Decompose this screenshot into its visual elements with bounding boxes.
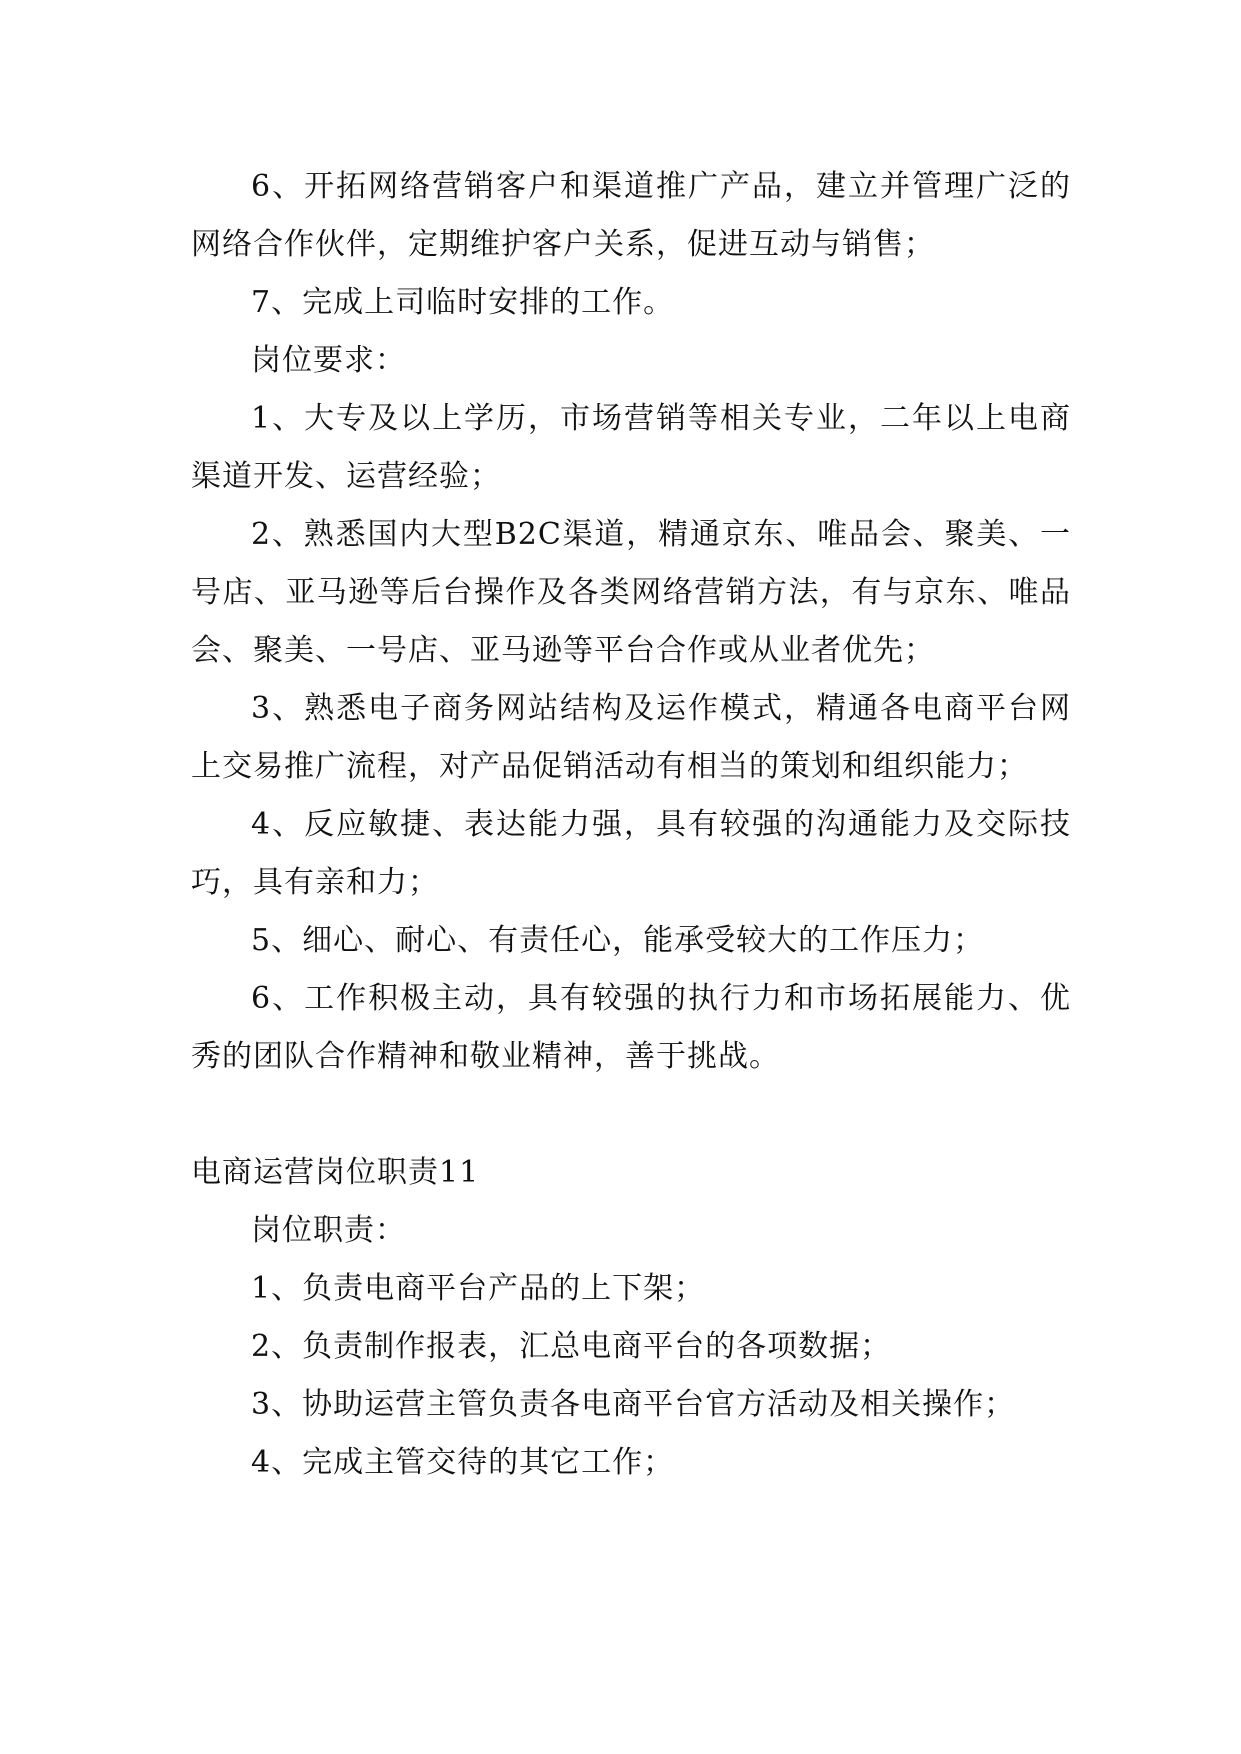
requirement-item-5: 5、细心、耐心、有责任心，能承受较大的工作压力； <box>251 923 985 958</box>
section2-duty-item-4: 4、完成主管交待的其它工作； <box>251 1445 675 1480</box>
requirements-label: 岗位要求： <box>251 343 406 378</box>
requirement-item-6: 6、工作积极主动，具有较强的执行力和市场拓展能力、优秀的团队合作精神和敬业精神，善于挑战。 <box>191 981 1071 1074</box>
requirement-item-2: 2、熟悉国内大型B2C渠道，精通京东、唯品会、聚美、一号店、亚马逊等后台操作及各类网络营销方法，有与京东、唯品会、聚美、一号店、亚马逊等平台合作或从业者优先； <box>191 517 1071 668</box>
section2-duty-item-2: 2、负责制作报表，汇总电商平台的各项数据； <box>251 1329 892 1364</box>
section-heading: 电商运营岗位职责11 <box>191 1155 480 1190</box>
duty-item-6: 6、开拓网络营销客户和渠道推广产品，建立并管理广泛的网络合作伙伴，定期维护客户关系，促进互动与销售； <box>191 169 1071 262</box>
duties-label: 岗位职责： <box>251 1213 406 1248</box>
section2-duty-item-3: 3、协助运营主管负责各电商平台官方活动及相关操作； <box>251 1387 1016 1422</box>
requirement-item-1: 1、大专及以上学历，市场营销等相关专业，二年以上电商渠道开发、运营经验； <box>191 401 1071 494</box>
document-body <box>191 158 1071 1492</box>
requirement-item-4: 4、反应敏捷、表达能力强，具有较强的沟通能力及交际技巧，具有亲和力； <box>191 807 1071 900</box>
section2-duty-item-1: 1、负责电商平台产品的上下架； <box>251 1271 706 1306</box>
duty-item-7: 7、完成上司临时安排的工作。 <box>251 285 675 320</box>
requirement-item-3: 3、熟悉电子商务网站结构及运作模式，精通各电商平台网上交易推广流程，对产品促销活动有相当的策划和组织能力； <box>191 691 1071 784</box>
